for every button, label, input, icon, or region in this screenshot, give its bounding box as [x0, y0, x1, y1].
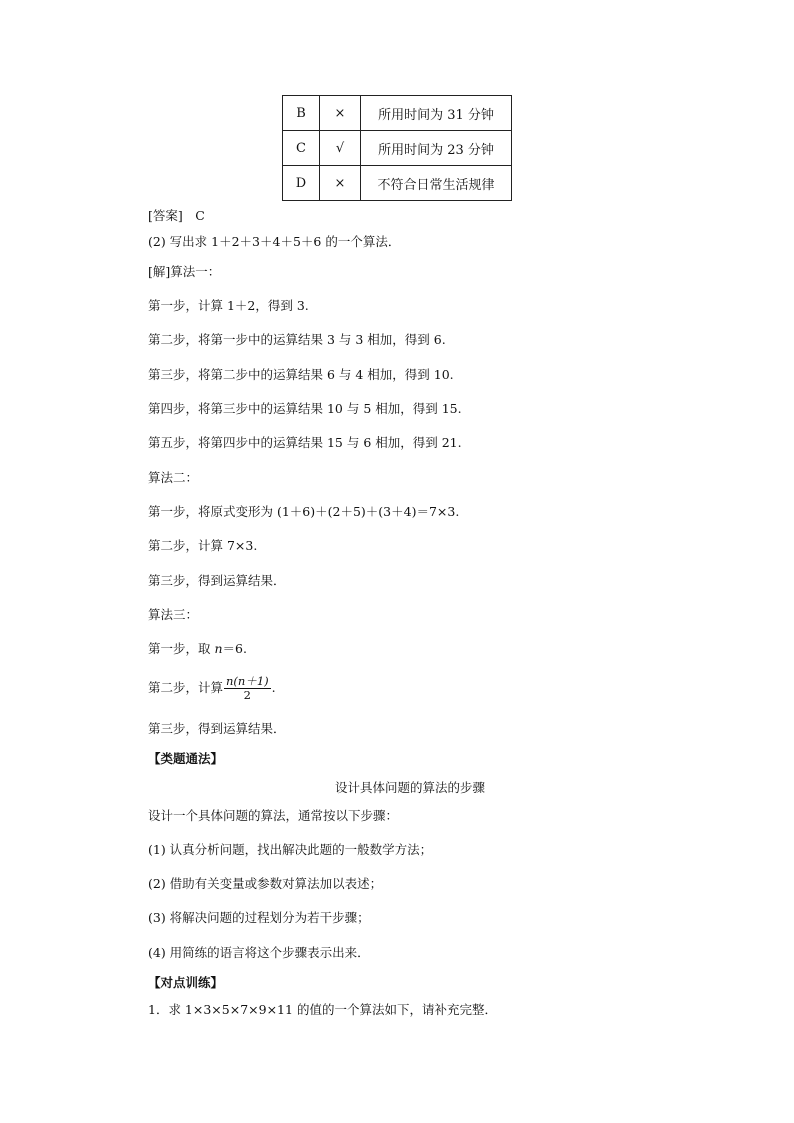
fraction-formula [224, 675, 271, 702]
option-cell: D [283, 166, 320, 201]
alg3-step-1-suffix: ＝6. [222, 641, 247, 656]
alg3-heading: 算法三： [148, 607, 199, 622]
method-title: 设计具体问题的算法的步骤 [334, 780, 485, 795]
alg3-step-3: 第三步，得到运算结果． [148, 721, 286, 736]
mark-cell: √ [320, 131, 361, 166]
alg3-step-2-suffix: . [271, 680, 276, 695]
variable-n: n [214, 641, 223, 656]
method-heading: 【类题通法】 [148, 751, 224, 766]
mark-cell: × [320, 96, 361, 131]
practice-heading: 【对点训练】 [148, 975, 224, 990]
method-step-2: (2) 借助有关变量或参数对算法加以表述； [148, 876, 383, 891]
answer-line: [答案] C [148, 208, 205, 223]
desc-cell: 所用时间为 31 分钟 [361, 96, 512, 131]
table-row [283, 166, 512, 201]
alg2-heading: 算法二： [148, 470, 199, 485]
mark-cell: × [320, 166, 361, 201]
alg3-step-2 [148, 675, 276, 702]
fraction-denominator: 2 [243, 688, 251, 702]
option-cell: B [283, 96, 320, 131]
question-2: (2) 写出求 1＋2＋3＋4＋5＋6 的一个算法． [148, 234, 401, 249]
method-intro: 设计一个具体问题的算法，通常按以下步骤： [148, 808, 399, 823]
table-row [283, 131, 512, 166]
alg2-step-3: 第三步，得到运算结果． [148, 573, 286, 588]
option-table [282, 95, 512, 201]
alg2-step-2: 第二步，计算 7×3. [148, 538, 258, 553]
fraction-numerator: n(n＋1) [226, 674, 269, 688]
alg3-step-1-prefix: 第一步，取 [148, 641, 215, 656]
alg1-step-4: 第四步，将第三步中的运算结果 10 与 5 相加，得到 15. [148, 401, 462, 416]
method-step-1: (1) 认真分析问题，找出解决此题的一般数学方法； [148, 842, 433, 857]
alg2-step-1: 第一步，将原式变形为 (1＋6)＋(2＋5)＋(3＋4)＝7×3. [148, 504, 460, 519]
alg1-step-2: 第二步，将第一步中的运算结果 3 与 3 相加，得到 6. [148, 332, 446, 347]
table-row [283, 96, 512, 131]
alg3-step-1 [148, 641, 247, 657]
practice-question-1: 1．求 1×3×5×7×9×11 的值的一个算法如下，请补充完整． [148, 1002, 497, 1017]
solution-heading: [解]算法一： [148, 264, 221, 279]
alg1-step-3: 第三步，将第二步中的运算结果 6 与 4 相加，得到 10. [148, 367, 454, 382]
desc-cell: 所用时间为 23 分钟 [361, 131, 512, 166]
desc-cell: 不符合日常生活规律 [361, 166, 512, 201]
alg1-step-1: 第一步，计算 1＋2，得到 3. [148, 298, 309, 313]
alg3-step-2-prefix: 第二步，计算 [148, 680, 224, 695]
alg1-step-5: 第五步，将第四步中的运算结果 15 与 6 相加，得到 21. [148, 435, 462, 450]
method-step-3: (3) 将解决问题的过程划分为若干步骤； [148, 910, 370, 925]
option-cell: C [283, 131, 320, 166]
method-step-4: (4) 用简练的语言将这个步骤表示出来． [148, 945, 370, 960]
